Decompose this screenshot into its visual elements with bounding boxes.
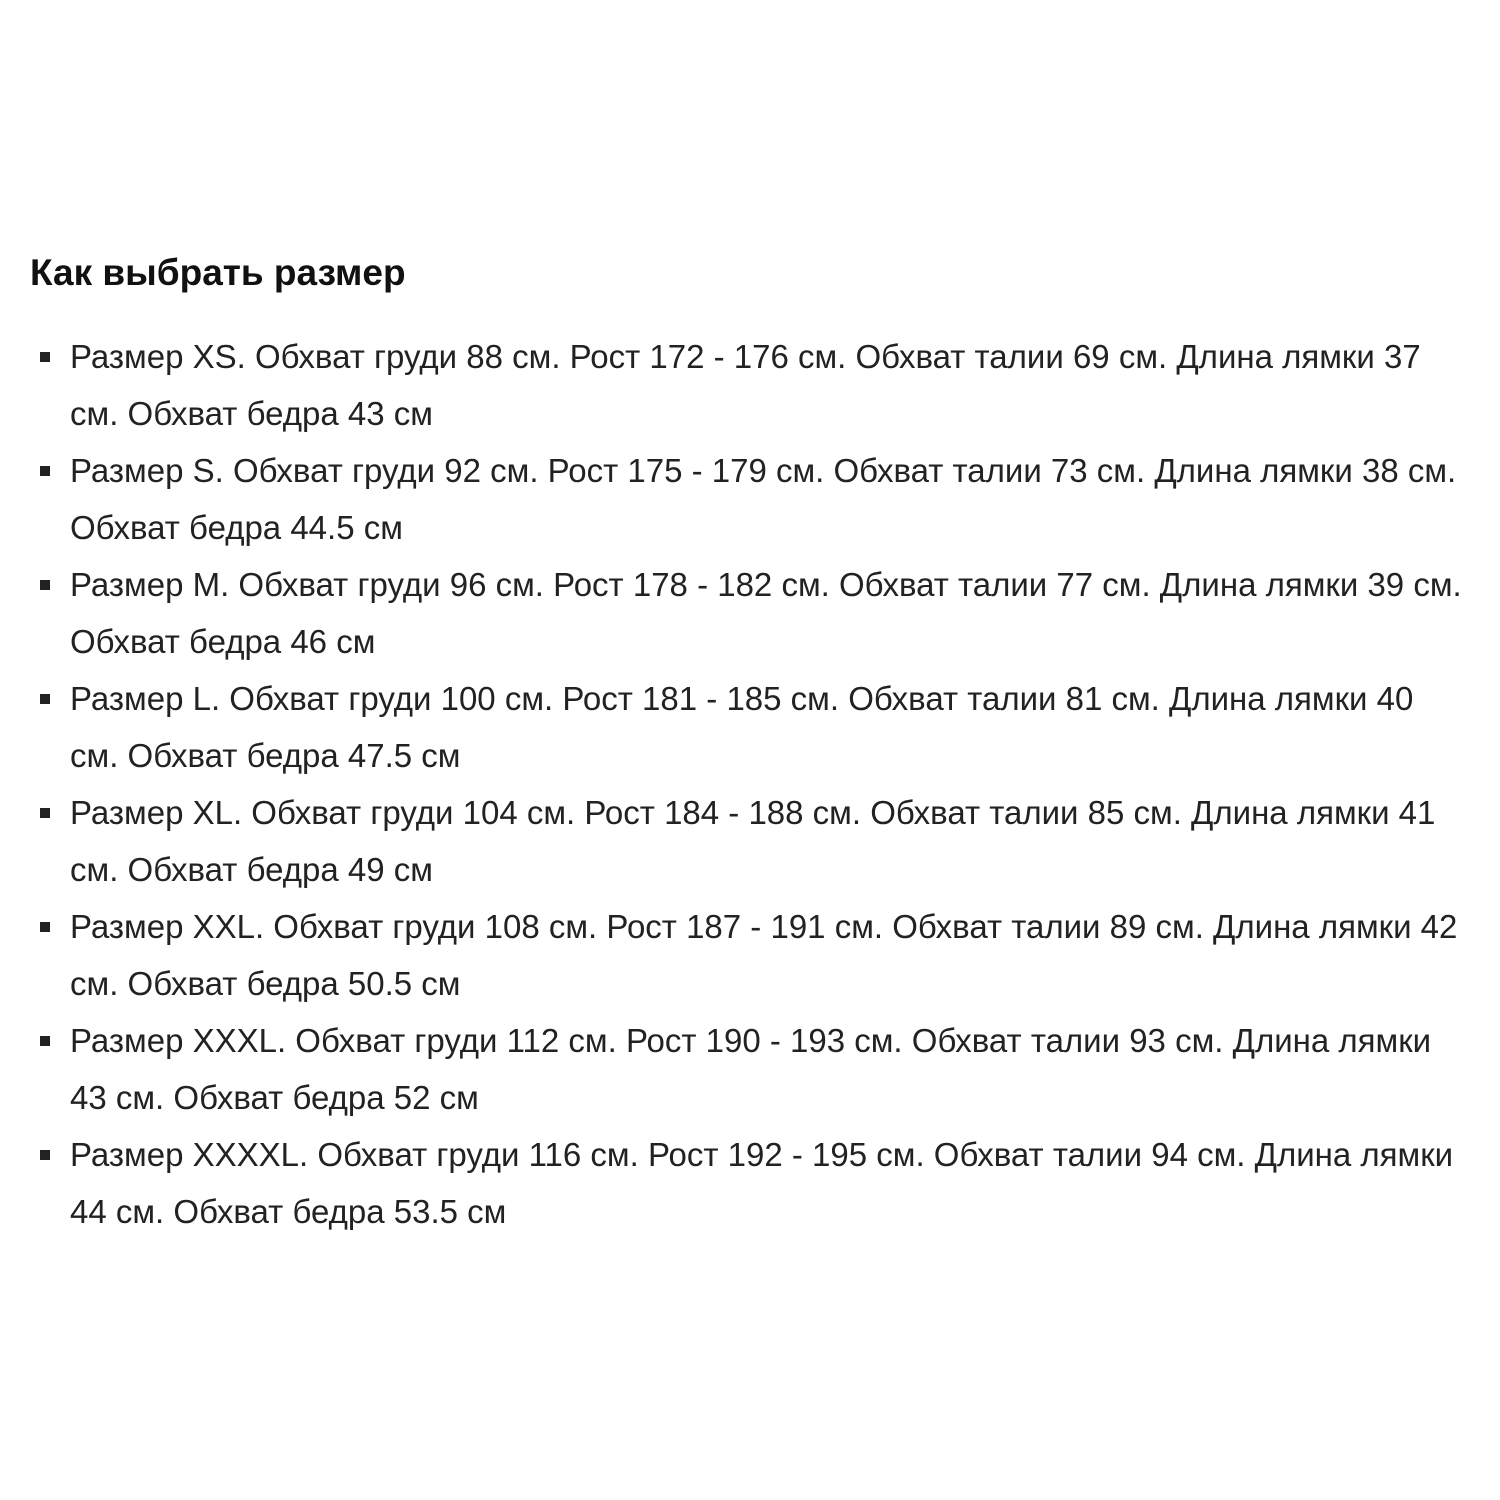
square-bullet-icon bbox=[40, 1036, 50, 1046]
square-bullet-icon bbox=[40, 352, 50, 362]
size-text: Размер S. Обхват груди 92 см. Рост 175 - 179 см. Обхват талии 73 см. Длина лямки 38 см. Обхват бедра 44.5 см bbox=[70, 452, 1457, 546]
square-bullet-icon bbox=[40, 922, 50, 932]
size-text: Размер XS. Обхват груди 88 см. Рост 172 - 176 см. Обхват талии 69 см. Длина лямки 37 см. Обхват бедра 43 см bbox=[70, 338, 1421, 432]
list-item bbox=[30, 328, 1470, 442]
list-item bbox=[30, 1126, 1470, 1240]
size-guide-title: Как выбрать размер bbox=[30, 252, 406, 293]
size-list bbox=[30, 328, 1470, 1240]
size-guide bbox=[30, 248, 1470, 1240]
square-bullet-icon bbox=[40, 808, 50, 818]
square-bullet-icon bbox=[40, 580, 50, 590]
list-item bbox=[30, 556, 1470, 670]
list-item bbox=[30, 898, 1470, 1012]
size-text: Размер M. Обхват груди 96 см. Рост 178 - 182 см. Обхват талии 77 см. Длина лямки 39 см. Обхват бедра 46 см bbox=[70, 566, 1462, 660]
list-item bbox=[30, 442, 1470, 556]
square-bullet-icon bbox=[40, 694, 50, 704]
size-text: Размер XXXXL. Обхват груди 116 см. Рост 192 - 195 см. Обхват талии 94 см. Длина лямки 44 см. Обхват бедра 53.5 см bbox=[70, 1136, 1454, 1230]
square-bullet-icon bbox=[40, 466, 50, 476]
size-text: Размер L. Обхват груди 100 см. Рост 181 - 185 см. Обхват талии 81 см. Длина лямки 40 см. Обхват бедра 47.5 см bbox=[70, 680, 1414, 774]
size-text: Размер XL. Обхват груди 104 см. Рост 184 - 188 см. Обхват талии 85 см. Длина лямки 41 см. Обхват бедра 49 см bbox=[70, 794, 1436, 888]
list-item bbox=[30, 670, 1470, 784]
size-text: Размер XXL. Обхват груди 108 см. Рост 187 - 191 см. Обхват талии 89 см. Длина лямки 42 см. Обхват бедра 50.5 см bbox=[70, 908, 1458, 1002]
square-bullet-icon bbox=[40, 1150, 50, 1160]
size-text: Размер XXXL. Обхват груди 112 см. Рост 190 - 193 см. Обхват талии 93 см. Длина лямки 43 см. Обхват бедра 52 см bbox=[70, 1022, 1432, 1116]
list-item bbox=[30, 1012, 1470, 1126]
list-item bbox=[30, 784, 1470, 898]
